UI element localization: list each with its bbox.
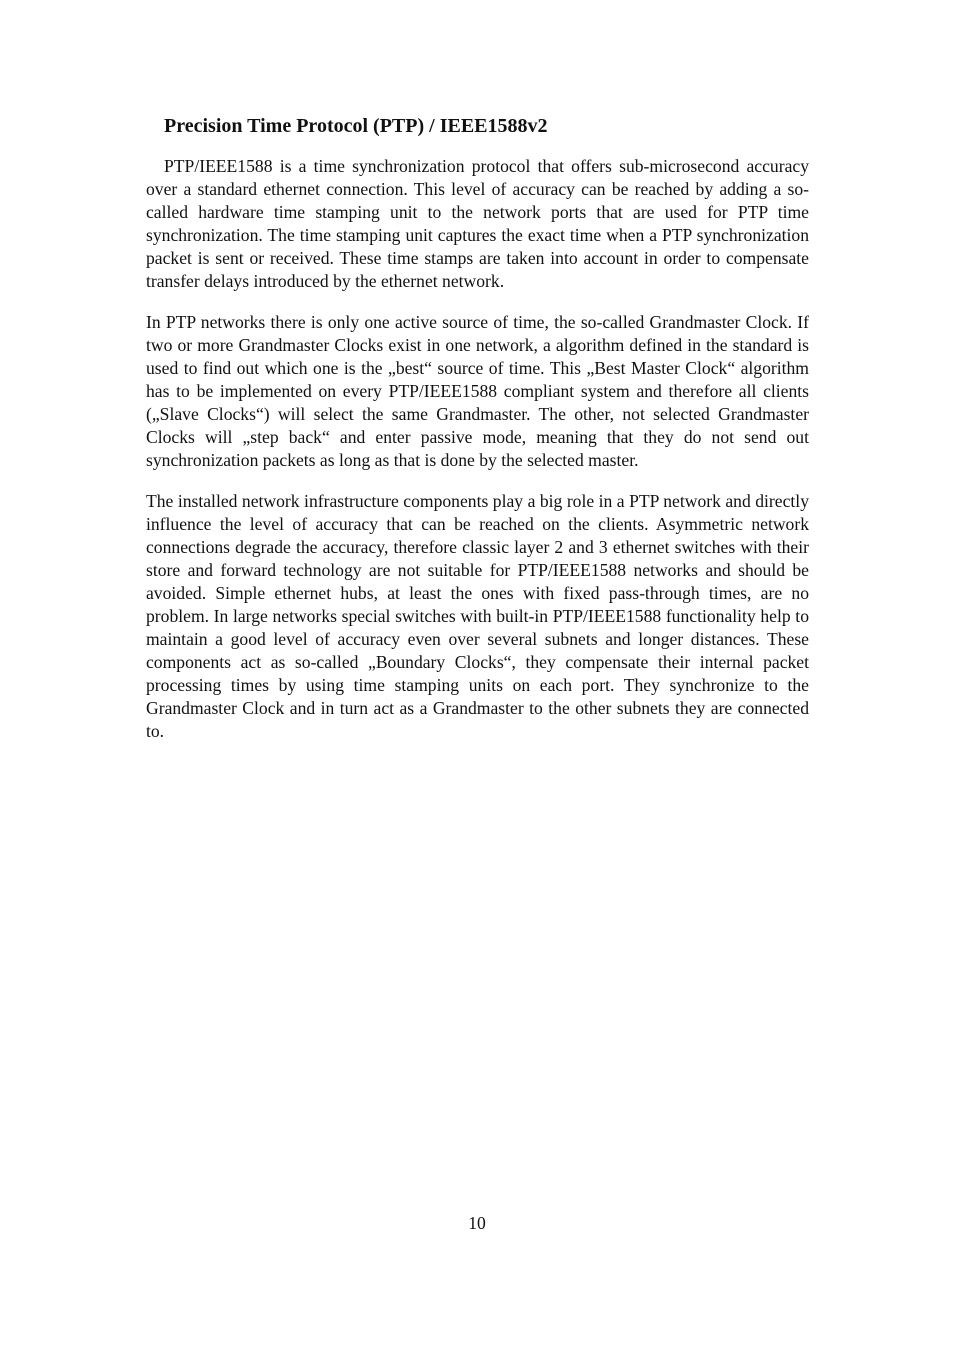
paragraph-intro: PTP/IEEE1588 is a time synchronization protocol that offers sub-microsecond accuracy over a standard ethernet connection. This level of accuracy can be reached by adding a so-called hardware time stamping unit to the network ports that are used for PTP time synchronization. The time stamping unit captures the exact time when a PTP synchronization packet is sent or received. These time stamps are taken into account in order to compensate transfer delays introduced by the ethernet network. (146, 156, 809, 291)
paragraph-infrastructure: The installed network infrastructure components play a big role in a PTP network and directly influence the level of accuracy that can be reached on the clients. Asymmetric network connections degrade the accuracy, therefore classic layer 2 and 3 ethernet switches with their store and forward technology are not suitable for PTP/IEEE1588 networks and should be avoided. Simple ethernet hubs, at least the ones with fixed pass-through times, are no problem. In large networks special switches with built-in PTP/IEEE1588 functionality help to maintain a good level of accuracy even over several subnets and longer distances. These components act as so-called „Boundary Clocks“, they compensate their internal packet processing times by using time stamping units on each port. They synchronize to the Grandmaster Clock and in turn act as a Grandmaster to the other subnets they are connected to. (146, 491, 809, 741)
paragraph-grandmaster: In PTP networks there is only one active source of time, the so-called Grandmaster Clock. If two or more Grandmaster Clocks exist in one network, a algorithm defined in the standard is used to find out which one is the „best“ source of time. This „Best Master Clock“ algorithm has to be implemented on every PTP/IEEE1588 compliant system and therefore all clients („Slave Clocks“) will select the same Grandmaster. The other, not selected Grandmaster Clocks will „step back“ and enter passive mode, meaning that they do not send out synchronization packets as long as that is done by the selected master. (146, 312, 809, 470)
section-heading: Precision Time Protocol (PTP) / IEEE1588v2 (164, 115, 548, 137)
page-number: 10 (468, 1213, 486, 1233)
body-text (146, 155, 809, 761)
